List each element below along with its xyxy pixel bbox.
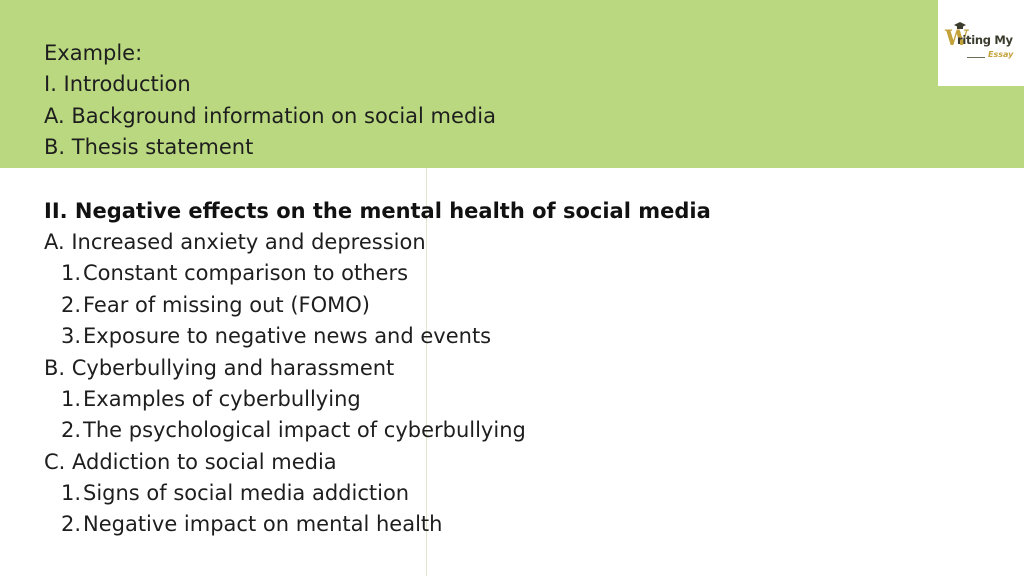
list-text: Fear of missing out (FOMO): [83, 292, 370, 317]
section-heading: II. Negative effects on the mental health of social media: [44, 198, 711, 223]
list-number: 2.: [61, 418, 82, 443]
list-text: Exposure to negative news and events: [83, 324, 492, 349]
list-item: [44, 321, 944, 352]
outline-item-intro: I. Introduction: [44, 72, 191, 97]
list-item: [44, 478, 944, 509]
example-label: Example:: [44, 41, 143, 65]
brand-logo: [945, 24, 1019, 64]
list-number: 1.: [61, 386, 82, 411]
list-item: [44, 415, 944, 446]
list-number: 3.: [61, 324, 82, 349]
list-item: [44, 290, 944, 321]
outline-item-intro-a: A. Background information on social media: [44, 103, 496, 128]
list-number: 1.: [61, 261, 82, 286]
list-text: The psychological impact of cyberbullying: [83, 418, 526, 443]
list-number: 2.: [61, 512, 82, 537]
list-text: Examples of cyberbullying: [83, 386, 361, 411]
logo-letter: W: [945, 25, 969, 50]
list-text: Constant comparison to others: [83, 261, 409, 286]
outline-item-a: A. Increased anxiety and depression: [44, 229, 426, 254]
logo-text: riting My: [957, 33, 1013, 47]
logo-subtext: Essay: [988, 50, 1014, 59]
logo-rule: [967, 57, 985, 58]
outline-item-c: C. Addiction to social media: [44, 449, 337, 474]
outline-content: [44, 38, 944, 541]
list-item: [44, 384, 944, 415]
list-item: [44, 509, 944, 540]
list-text: Signs of social media addiction: [83, 481, 410, 506]
spacer: [44, 164, 944, 196]
list-number: 1.: [61, 481, 82, 506]
list-number: 2.: [61, 292, 82, 317]
list-text: Negative impact on mental health: [83, 512, 443, 537]
outline-item-b: B. Cyberbullying and harassment: [44, 355, 395, 380]
list-item: [44, 258, 944, 289]
outline-item-intro-b: B. Thesis statement: [44, 135, 254, 160]
